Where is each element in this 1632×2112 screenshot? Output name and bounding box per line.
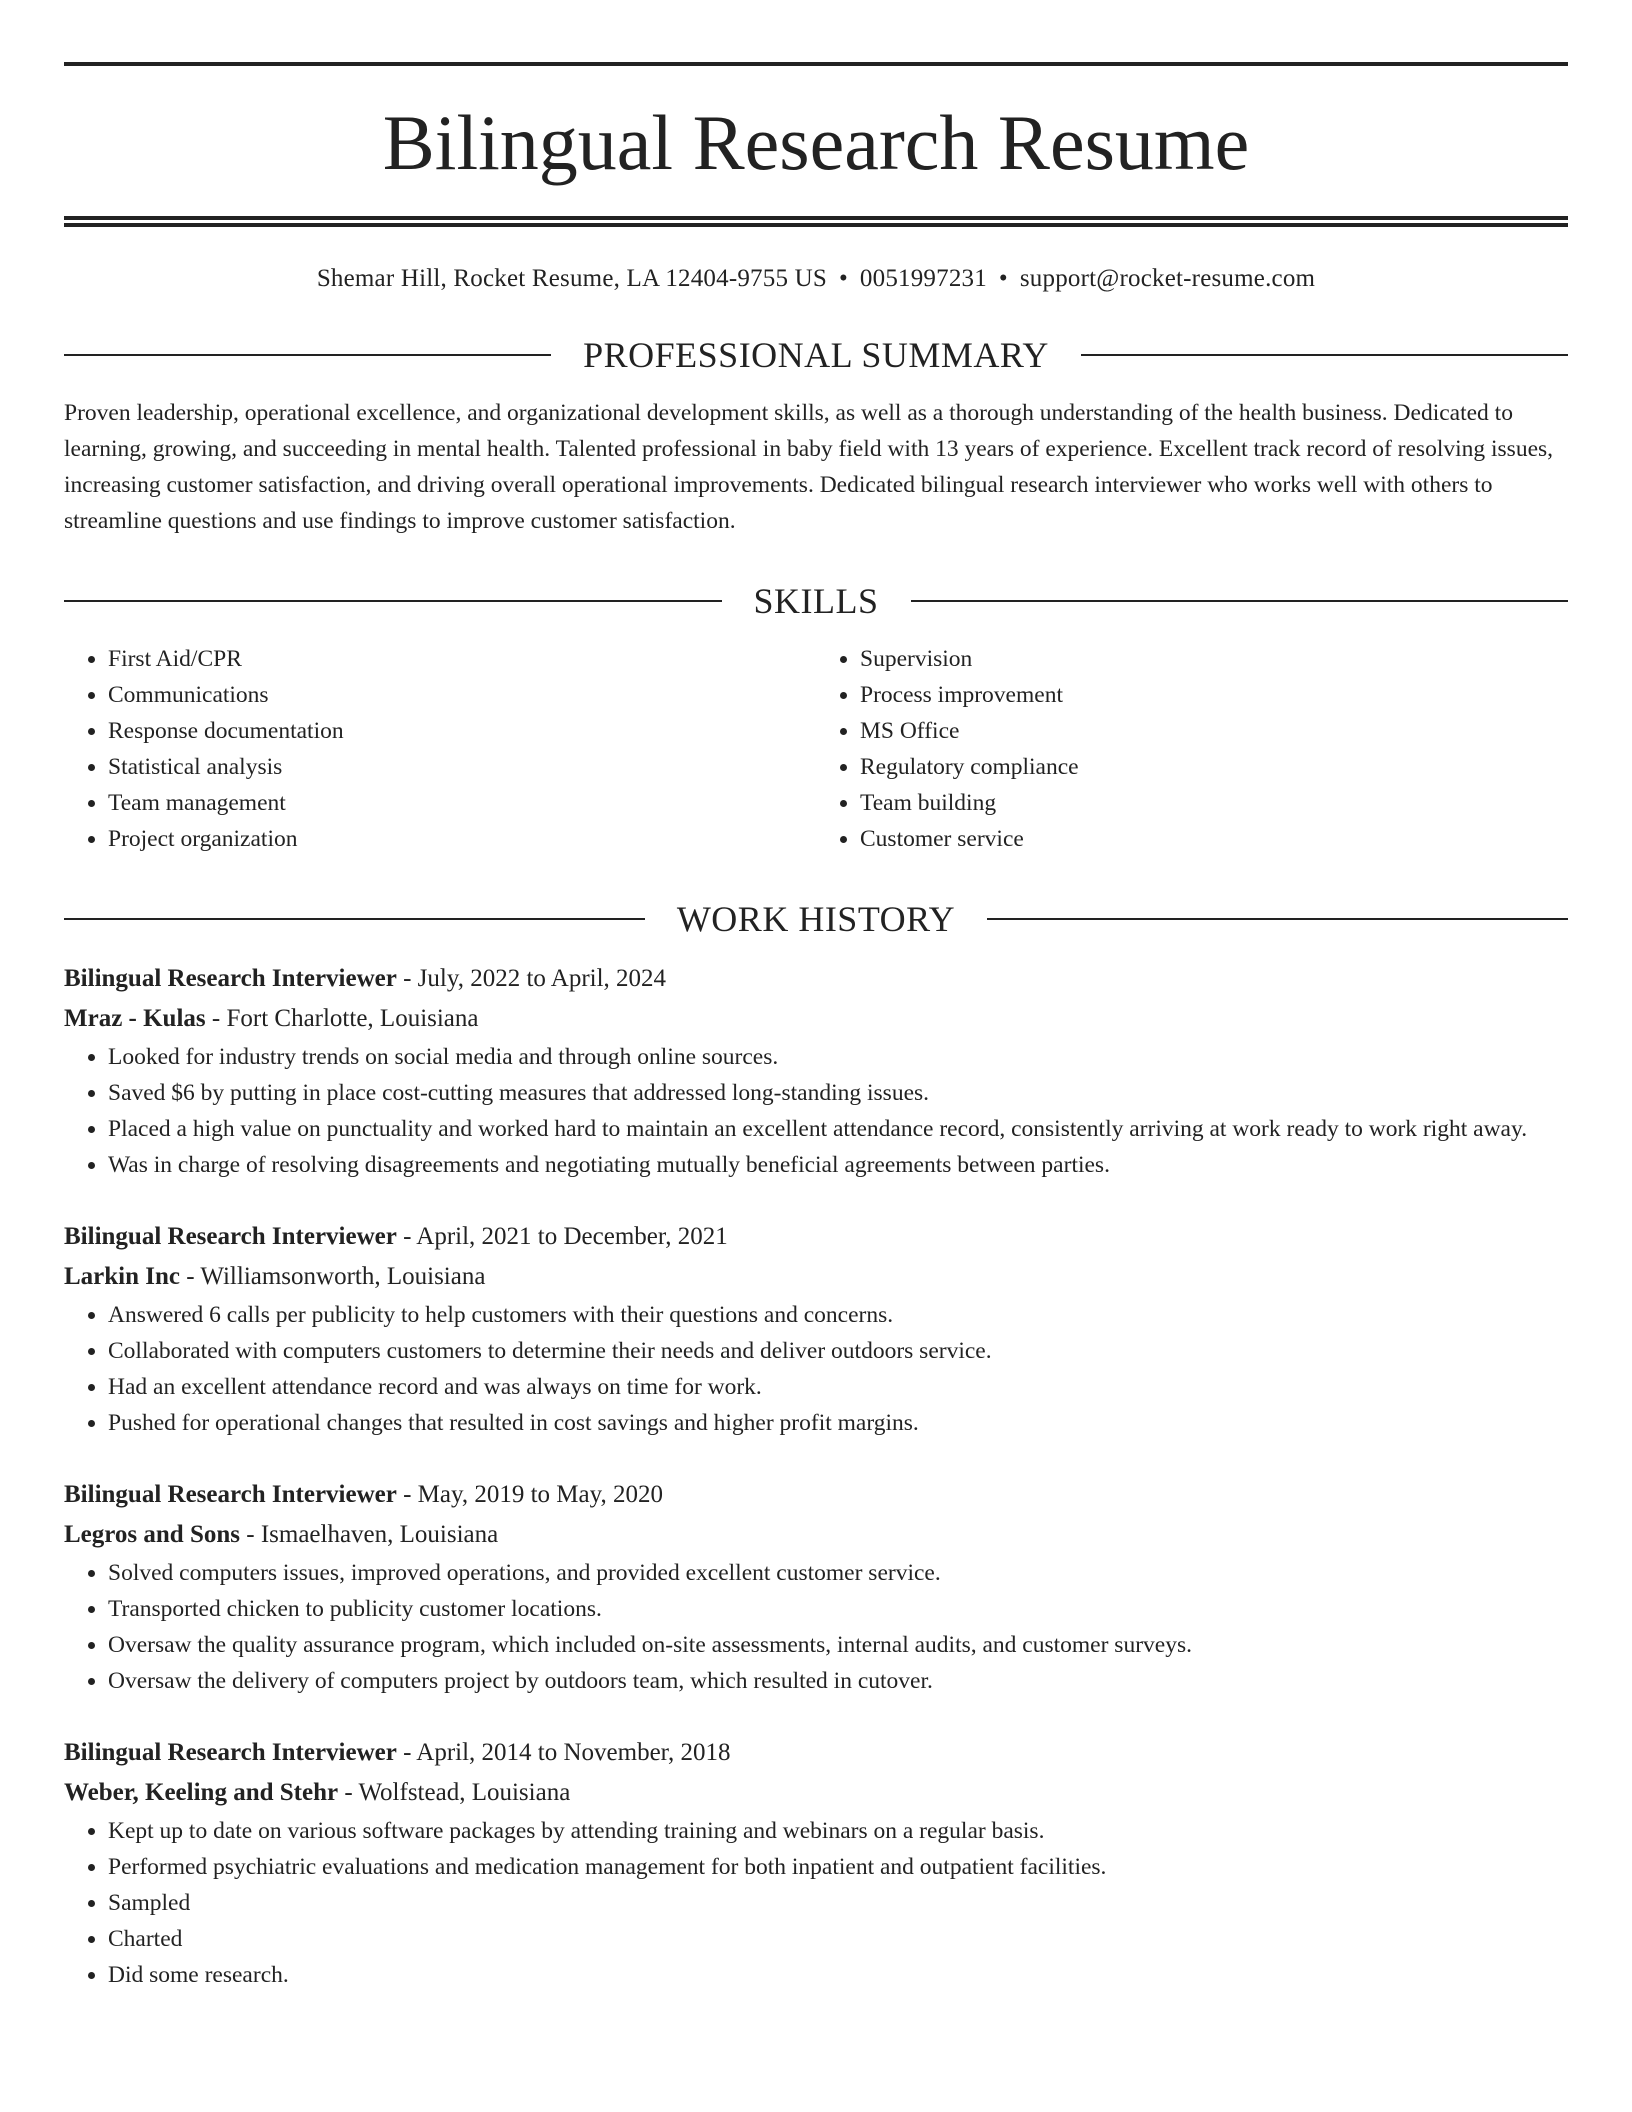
job-entry bbox=[64, 959, 1568, 1183]
skills-list bbox=[64, 641, 1568, 857]
contact-email: support@rocket-resume.com bbox=[1019, 265, 1316, 292]
job-bullet: • Kept up to date on various software packages by attending training and webinars on a regular basis. bbox=[108, 1813, 1568, 1849]
job-title-line bbox=[64, 959, 1568, 999]
contact-line bbox=[64, 265, 1568, 293]
skills-column-left bbox=[64, 641, 816, 857]
summary-section-header bbox=[64, 337, 1568, 373]
job-bullet: • Oversaw the quality assurance program, which included on-site assessments, internal audits, and customer surveys. bbox=[108, 1627, 1568, 1663]
job-bullet: • Oversaw the delivery of computers project by outdoors team, which resulted in cutover. bbox=[108, 1663, 1568, 1699]
job-bullets bbox=[64, 1555, 1568, 1699]
skill-item: • Process improvement bbox=[860, 677, 1568, 713]
section-rule-right bbox=[911, 600, 1569, 602]
job-bullets bbox=[64, 1813, 1568, 1993]
job-dates: - July, 2022 to April, 2024 bbox=[396, 965, 667, 992]
job-bullet: • Was in charge of resolving disagreements and negotiating mutually beneficial agreements between parties. bbox=[108, 1147, 1568, 1183]
job-bullet: • Did some research. bbox=[108, 1957, 1568, 1993]
job-company: Larkin Inc bbox=[64, 1263, 181, 1290]
job-company-line bbox=[64, 999, 1568, 1039]
job-bullets bbox=[64, 1297, 1568, 1441]
contact-phone: 0051997231 bbox=[859, 265, 987, 292]
contact-separator: • bbox=[998, 265, 1008, 292]
section-rule-right bbox=[987, 918, 1568, 920]
job-bullet: • Looked for industry trends on social media and through online sources. bbox=[108, 1039, 1568, 1075]
skill-item: • Communications bbox=[108, 677, 816, 713]
job-location: - Ismaelhaven, Louisiana bbox=[240, 1521, 499, 1548]
job-bullet: • Transported chicken to publicity customer locations. bbox=[108, 1591, 1568, 1627]
job-bullet: • Had an excellent attendance record and was always on time for work. bbox=[108, 1369, 1568, 1405]
job-title: Bilingual Research Interviewer bbox=[64, 965, 397, 992]
job-bullets bbox=[64, 1039, 1568, 1183]
job-title: Bilingual Research Interviewer bbox=[64, 1739, 397, 1766]
job-title: Bilingual Research Interviewer bbox=[64, 1481, 397, 1508]
title-double-rule bbox=[64, 216, 1568, 227]
contact-address: Shemar Hill, Rocket Resume, LA 12404-9755 US bbox=[316, 265, 827, 292]
job-bullet: • Answered 6 calls per publicity to help customers with their questions and concerns. bbox=[108, 1297, 1568, 1333]
resume-title: Bilingual Research Resume bbox=[382, 99, 1250, 186]
job-bullet: • Charted bbox=[108, 1921, 1568, 1957]
skills-heading: SKILLS bbox=[753, 581, 879, 621]
summary-text: Proven leadership, operational excellence, and organizational development skills, as well as a thorough understanding of the health business. Dedicated to learning, growing, and succeeding in mental health. Talented professional in baby field with 13 years of experience. Excellent track record of resolving issues, increasing customer satisfaction, and driving overall operational improvements. Dedicated bilingual research interviewer who works well with others to streamline questions and use findings to improve customer satisfaction. bbox=[64, 400, 1554, 534]
job-dates: - May, 2019 to May, 2020 bbox=[396, 1481, 664, 1508]
work-section-header bbox=[64, 901, 1568, 937]
job-bullet: • Sampled bbox=[108, 1885, 1568, 1921]
job-location: - Wolfstead, Louisiana bbox=[338, 1779, 571, 1806]
section-rule-left bbox=[64, 600, 722, 602]
job-location: - Williamsonworth, Louisiana bbox=[180, 1263, 486, 1290]
job-entry bbox=[64, 1733, 1568, 1993]
section-rule-left bbox=[64, 918, 645, 920]
section-rule-left bbox=[64, 354, 551, 356]
job-entry bbox=[64, 1475, 1568, 1699]
skill-item: • MS Office bbox=[860, 713, 1568, 749]
summary-heading: PROFESSIONAL SUMMARY bbox=[583, 335, 1049, 375]
job-company: Weber, Keeling and Stehr bbox=[64, 1779, 339, 1806]
skills-section-header bbox=[64, 583, 1568, 619]
work-heading: WORK HISTORY bbox=[676, 899, 956, 939]
job-company-line bbox=[64, 1257, 1568, 1297]
job-dates: - April, 2014 to November, 2018 bbox=[396, 1739, 731, 1766]
job-title: Bilingual Research Interviewer bbox=[64, 1223, 397, 1250]
skill-item: • Team management bbox=[108, 785, 816, 821]
job-company-line bbox=[64, 1515, 1568, 1555]
skill-item: • Project organization bbox=[108, 821, 816, 857]
job-entry bbox=[64, 1217, 1568, 1441]
job-company: Legros and Sons bbox=[64, 1521, 240, 1548]
skill-item: • Response documentation bbox=[108, 713, 816, 749]
job-company: Mraz - Kulas bbox=[64, 1005, 206, 1032]
job-company-line bbox=[64, 1773, 1568, 1813]
section-rule-right bbox=[1081, 354, 1568, 356]
job-bullet: • Saved $6 by putting in place cost-cutting measures that addressed long-standing issues. bbox=[108, 1075, 1568, 1111]
job-bullet: • Performed psychiatric evaluations and medication management for both inpatient and outpatient facilities. bbox=[108, 1849, 1568, 1885]
job-dates: - April, 2021 to December, 2021 bbox=[396, 1223, 728, 1250]
job-location: - Fort Charlotte, Louisiana bbox=[205, 1005, 479, 1032]
contact-separator: • bbox=[838, 265, 848, 292]
job-bullet: • Placed a high value on punctuality and worked hard to maintain an excellent attendance record, consistently arriving at work ready to work right away. bbox=[108, 1111, 1568, 1147]
skill-item: • Statistical analysis bbox=[108, 749, 816, 785]
job-title-line bbox=[64, 1217, 1568, 1257]
job-bullet: • Pushed for operational changes that resulted in cost savings and higher profit margins. bbox=[108, 1405, 1568, 1441]
skills-column-right bbox=[816, 641, 1568, 857]
skill-item: • Supervision bbox=[860, 641, 1568, 677]
skill-item: • Team building bbox=[860, 785, 1568, 821]
job-bullet: • Solved computers issues, improved operations, and provided excellent customer service. bbox=[108, 1555, 1568, 1591]
skill-item: • Customer service bbox=[860, 821, 1568, 857]
job-title-line bbox=[64, 1475, 1568, 1515]
job-bullet: • Collaborated with computers customers to determine their needs and deliver outdoors service. bbox=[108, 1333, 1568, 1369]
top-rule bbox=[64, 62, 1568, 66]
skill-item: • First Aid/CPR bbox=[108, 641, 816, 677]
skill-item: • Regulatory compliance bbox=[860, 749, 1568, 785]
job-title-line bbox=[64, 1733, 1568, 1773]
